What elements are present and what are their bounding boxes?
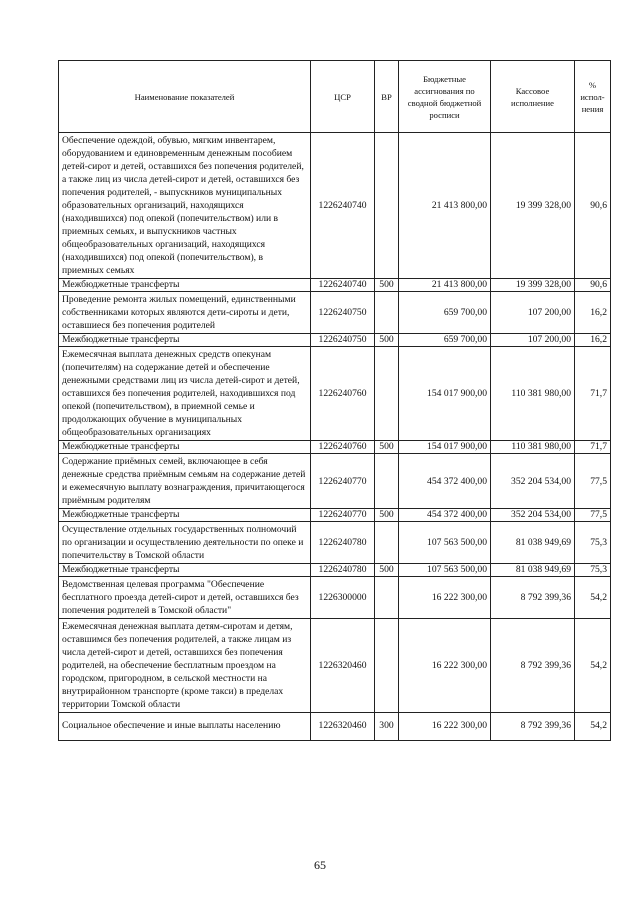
row-csr: 1226240760 bbox=[311, 347, 375, 441]
row-percent: 75,3 bbox=[575, 522, 611, 564]
row-assigned: 21 413 800,00 bbox=[399, 279, 491, 292]
row-assigned: 16 222 300,00 bbox=[399, 713, 491, 741]
table-row bbox=[59, 509, 611, 522]
table-row bbox=[59, 279, 611, 292]
row-csr: 1226300000 bbox=[311, 577, 375, 619]
table-row bbox=[59, 454, 611, 509]
table-row bbox=[59, 441, 611, 454]
row-assigned: 16 222 300,00 bbox=[399, 619, 491, 713]
row-executed: 19 399 328,00 bbox=[491, 133, 575, 279]
row-csr: 1226240760 bbox=[311, 441, 375, 454]
row-csr: 1226320460 bbox=[311, 619, 375, 713]
row-csr: 1226240740 bbox=[311, 133, 375, 279]
row-name: Ведомственная целевая программа "Обеспечение бесплатного проезда детей-сирот и детей, оставшихся без попечения родителей в Томской области" bbox=[59, 577, 311, 619]
header-csr: ЦСР bbox=[311, 61, 375, 133]
row-csr: 1226240770 bbox=[311, 454, 375, 509]
row-assigned: 107 563 500,00 bbox=[399, 522, 491, 564]
row-executed: 8 792 399,36 bbox=[491, 713, 575, 741]
row-name: Социальное обеспечение и иные выплаты населению bbox=[59, 713, 311, 741]
row-name: Осуществление отдельных государственных полномочий по организации и осуществлению деятельности по опеке и попечительству в Томской области bbox=[59, 522, 311, 564]
row-assigned: 154 017 900,00 bbox=[399, 347, 491, 441]
row-vr bbox=[375, 292, 399, 334]
row-executed: 19 399 328,00 bbox=[491, 279, 575, 292]
row-csr: 1226240770 bbox=[311, 509, 375, 522]
row-percent: 54,2 bbox=[575, 713, 611, 741]
row-csr: 1226240740 bbox=[311, 279, 375, 292]
header-vr: ВР bbox=[375, 61, 399, 133]
row-vr bbox=[375, 577, 399, 619]
row-assigned: 16 222 300,00 bbox=[399, 577, 491, 619]
row-executed: 8 792 399,36 bbox=[491, 619, 575, 713]
row-name: Ежемесячная денежная выплата детям-сиротам и детям, оставшимся без попечения родителей, а также лицам из числа детей-сирот и детей, оставшихся без попечения родителей, на обеспечение бесплатным проездом на городском, пригородном, в сельской местности на внутрирайонном транспорте (кроме такси) в пределах территории Томской области bbox=[59, 619, 311, 713]
row-percent: 77,5 bbox=[575, 454, 611, 509]
row-csr: 1226320460 bbox=[311, 713, 375, 741]
table-header-row bbox=[59, 61, 611, 133]
table-row bbox=[59, 133, 611, 279]
table-row bbox=[59, 334, 611, 347]
row-vr bbox=[375, 347, 399, 441]
row-name: Межбюджетные трансферты bbox=[59, 279, 311, 292]
table-row bbox=[59, 577, 611, 619]
table-row bbox=[59, 522, 611, 564]
row-assigned: 21 413 800,00 bbox=[399, 133, 491, 279]
row-percent: 75,3 bbox=[575, 564, 611, 577]
row-executed: 81 038 949,69 bbox=[491, 522, 575, 564]
row-assigned: 107 563 500,00 bbox=[399, 564, 491, 577]
row-executed: 110 381 980,00 bbox=[491, 347, 575, 441]
row-assigned: 454 372 400,00 bbox=[399, 509, 491, 522]
row-csr: 1226240750 bbox=[311, 292, 375, 334]
row-percent: 71,7 bbox=[575, 441, 611, 454]
row-percent: 90,6 bbox=[575, 279, 611, 292]
row-percent: 90,6 bbox=[575, 133, 611, 279]
row-name: Межбюджетные трансферты bbox=[59, 441, 311, 454]
row-csr: 1226240780 bbox=[311, 522, 375, 564]
table-row bbox=[59, 619, 611, 713]
row-percent: 54,2 bbox=[575, 619, 611, 713]
row-percent: 16,2 bbox=[575, 292, 611, 334]
row-name: Обеспечение одеждой, обувью, мягким инвентарем, оборудованием и единовременным денежным пособием детей-сирот и детей, оставшихся без попечения родителей, а также лиц из числа детей-сирот и детей, оставшихся без попечения родителей, - выпускников муниципальных образовательных организаций, находящихся (находившихся) под опекой (попечительством) или в приемных семьях, и выпускников частных общеобразовательных организаций, находящихся (находившихся) под опекой (попечительством), в приемных семьях bbox=[59, 133, 311, 279]
row-vr bbox=[375, 454, 399, 509]
table-row bbox=[59, 713, 611, 741]
row-name: Ежемесячная выплата денежных средств опекунам (попечителям) на содержание детей и обеспечение денежными средствами лиц из числа детей-сирот и детей, оставшихся без попечения родителей, находившихся под опекой (попечительством), в приемной семье и продолжающих обучение в муниципальных общеобразовательных организациях bbox=[59, 347, 311, 441]
row-name: Межбюджетные трансферты bbox=[59, 509, 311, 522]
row-name: Межбюджетные трансферты bbox=[59, 334, 311, 347]
row-executed: 107 200,00 bbox=[491, 334, 575, 347]
row-vr bbox=[375, 133, 399, 279]
row-vr: 500 bbox=[375, 441, 399, 454]
row-vr: 500 bbox=[375, 279, 399, 292]
row-vr bbox=[375, 522, 399, 564]
row-vr: 300 bbox=[375, 713, 399, 741]
row-name: Проведение ремонта жилых помещений, единственными собственниками которых являются дети-сироты и дети, оставшиеся без попечения родителей bbox=[59, 292, 311, 334]
row-csr: 1226240780 bbox=[311, 564, 375, 577]
table-row bbox=[59, 347, 611, 441]
header-assigned: Бюджетные ассигнования по сводной бюджетной росписи bbox=[399, 61, 491, 133]
row-assigned: 454 372 400,00 bbox=[399, 454, 491, 509]
row-percent: 71,7 bbox=[575, 347, 611, 441]
row-vr: 500 bbox=[375, 334, 399, 347]
row-executed: 81 038 949,69 bbox=[491, 564, 575, 577]
page-number: 65 bbox=[314, 858, 326, 872]
table-row bbox=[59, 564, 611, 577]
row-percent: 16,2 bbox=[575, 334, 611, 347]
row-vr: 500 bbox=[375, 564, 399, 577]
header-name: Наименование показателей bbox=[59, 61, 311, 133]
row-vr: 500 bbox=[375, 509, 399, 522]
row-vr bbox=[375, 619, 399, 713]
row-assigned: 659 700,00 bbox=[399, 334, 491, 347]
row-name: Содержание приёмных семей, включающее в себя денежные средства приёмным семьям на содержание детей и ежемесячную выплату вознаграждения, причитающегося приёмным родителям bbox=[59, 454, 311, 509]
row-executed: 110 381 980,00 bbox=[491, 441, 575, 454]
header-executed: Кассовое исполнение bbox=[491, 61, 575, 133]
row-percent: 77,5 bbox=[575, 509, 611, 522]
row-percent: 54,2 bbox=[575, 577, 611, 619]
row-executed: 8 792 399,36 bbox=[491, 577, 575, 619]
row-assigned: 659 700,00 bbox=[399, 292, 491, 334]
table-row bbox=[59, 292, 611, 334]
row-name: Межбюджетные трансферты bbox=[59, 564, 311, 577]
row-csr: 1226240750 bbox=[311, 334, 375, 347]
header-percent: % испол- нения bbox=[575, 61, 611, 133]
row-executed: 352 204 534,00 bbox=[491, 454, 575, 509]
row-executed: 352 204 534,00 bbox=[491, 509, 575, 522]
budget-execution-table bbox=[58, 60, 611, 741]
row-assigned: 154 017 900,00 bbox=[399, 441, 491, 454]
row-executed: 107 200,00 bbox=[491, 292, 575, 334]
